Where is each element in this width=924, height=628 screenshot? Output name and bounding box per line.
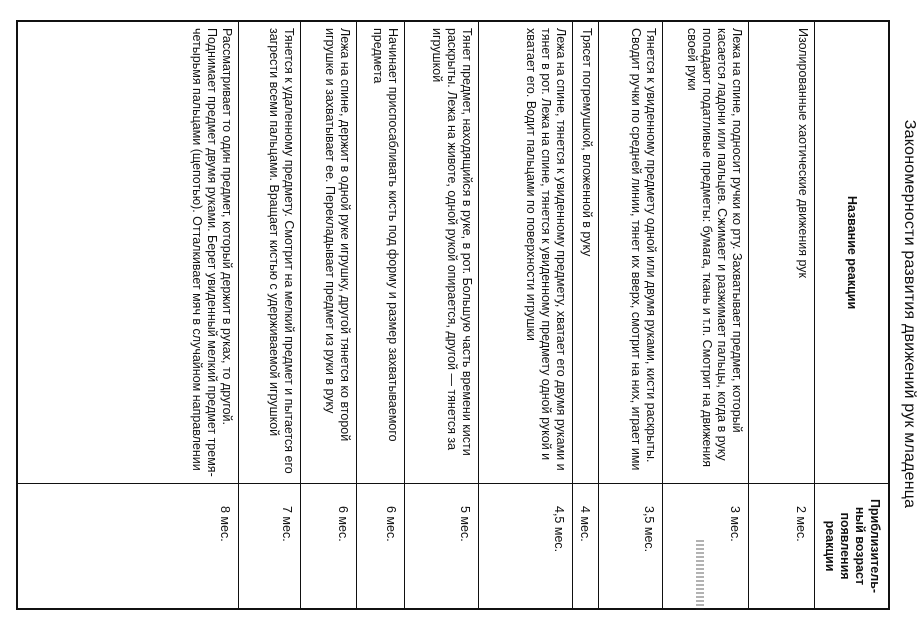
row-1-age: 2 мес. (748, 484, 814, 608)
row-3-age: 3,5 мес. (598, 484, 662, 608)
document-title: Закономерности развития движений рук младенца (901, 119, 918, 509)
scan-artifact (696, 540, 704, 610)
header-age: Приблизитель-ный возраст появления реакции (814, 484, 888, 608)
row-2-age: 3 мес. (662, 484, 748, 608)
row-8-reaction: Лежа на спине, держит в одной руке игрушку, другой тянется ко второй игрушке и захватывает ее. Перекладывает предмет из руки в руку (300, 22, 356, 484)
row-7-age: 6 мес. (356, 484, 404, 608)
row-1-reaction: Изолированные хаотические движения рук (748, 22, 814, 484)
row-4-reaction: Трясет погремушкой, вложенной в руку (572, 22, 598, 484)
row-8-age: 6 мес. (300, 484, 356, 608)
header-reaction: Название реакции (814, 22, 888, 484)
reactions-table (16, 20, 890, 610)
row-9-reaction: Тянется к удаленному предмету. Смотрит на мелкий предмет и пытается его загрести всеми пальцами. Вращает кистью с удерживаемой игрушкой (238, 22, 300, 484)
row-3-reaction: Тянется к увиденному предмету одной или двумя руками, кисти раскрыты. Сводит ручки по средней линии, тянет их вверх, смотрит на них, играет ими (598, 22, 662, 484)
row-5-age: 4,5 мес. (478, 484, 572, 608)
row-9-age: 7 мес. (238, 484, 300, 608)
row-2-reaction: Лежа на спине, подносит ручки ко рту. Захватывает предмет, который касается ладони или пальцев. Сжимает и разжимает пальцы, когда в руку попадают податливые предметы: бумага, ткань и т.п. Смотрит на движения своей руки (662, 22, 748, 484)
row-7-reaction: Начинает приспосабливать кисть под форму и размер захватываемого предмета (356, 22, 404, 484)
row-6-age: 5 мес. (404, 484, 478, 608)
row-5-reaction: Лежа на спине, тянется к увиденному предмету, хватает его двумя руками и тянет в рот. Лежа на спине, тянется к увиденному предмету одной рукой и хватает его. Водит пальцами по поверхности игрушки (478, 22, 572, 484)
row-10-reaction: Рассматривает то один предмет, который держит в руках, то другой. Поднимает предмет двумя руками. Берет увиденный мелкий предмет тремя-четырьмя пальцами (щепотью). Отталкивает мяч в случайном направлении (18, 22, 238, 484)
row-4-age: 4 мес. (572, 484, 598, 608)
row-6-reaction: Тянет предмет, находящийся в руке, в рот. Большую часть времени кисти раскрыты. Лежа на животе, одной рукой опирается, другой — тянется за игрушкой (404, 22, 478, 484)
row-10-age: 8 мес. (218, 506, 232, 542)
